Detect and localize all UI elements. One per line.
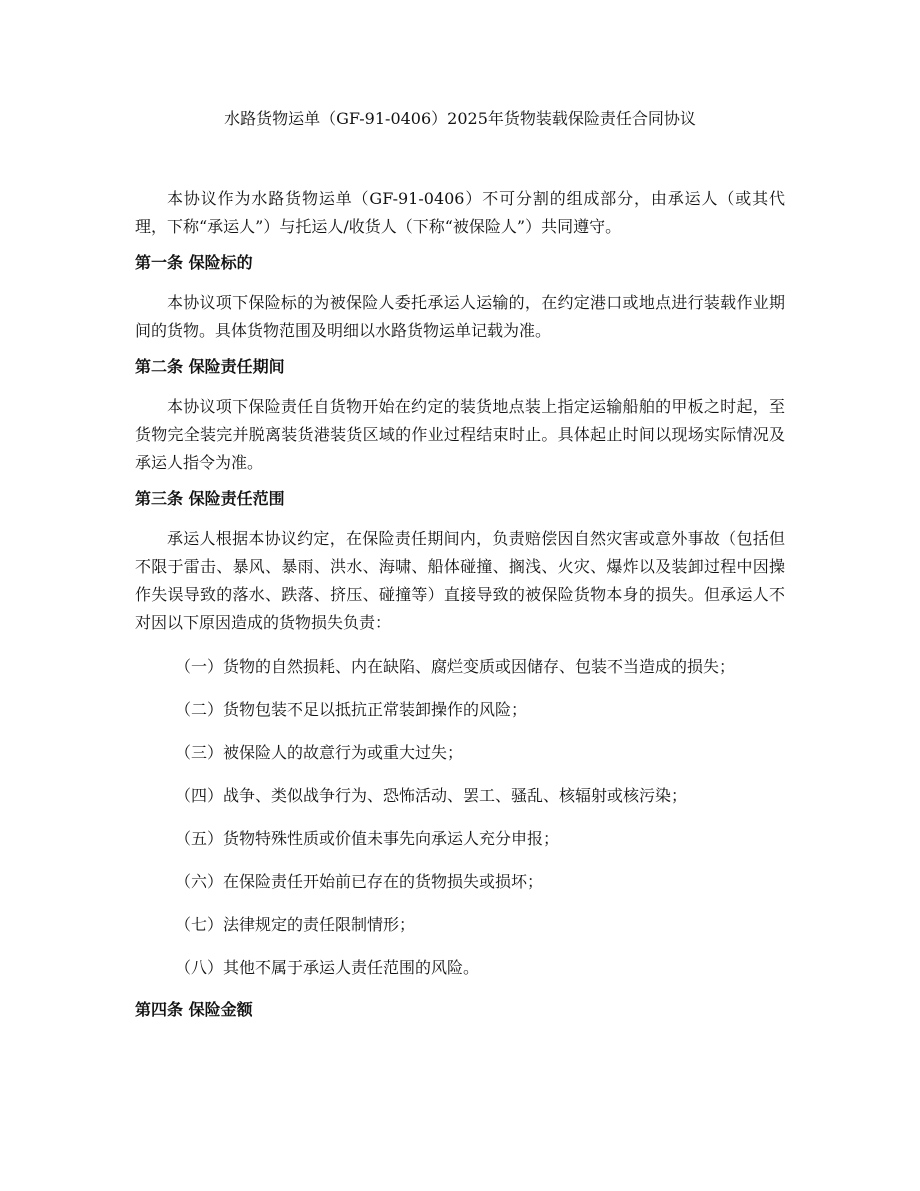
section-heading: 第三条 保险责任范围 [135,489,285,508]
section-paragraph: 本协议项下保险标的为被保险人委托承运人运输的，在约定港口或地点进行装载作业期间的货物。具体货物范围及明细以水路货物运单记载为准。 [135,293,785,340]
section-paragraph: 本协议项下保险责任自货物开始在约定的装货地点装上指定运输船舶的甲板之时起，至货物完全装完并脱离装货港装货区域的作业过程结束时止。具体起止时间以现场实际情况及承运人指令为准。 [135,397,785,472]
exclusion-item: （六）在保险责任开始前已存在的货物损失或损坏； [175,872,544,891]
section-heading: 第二条 保险责任期间 [135,357,285,376]
section-heading: 第四条 保险金额 [135,1000,253,1019]
exclusion-item: （五）货物特殊性质或价值未事先向承运人充分申报； [175,829,560,848]
exclusion-item: （三）被保险人的故意行为或重大过失； [175,743,464,762]
exclusion-item: （八）其他不属于承运人责任范围的风险。 [175,958,480,977]
section-1 [135,251,785,345]
section-4 [135,998,785,1022]
document-body [135,185,785,1022]
intro-paragraph: 本协议作为水路货物运单（GF-91-0406）不可分割的组成部分，由承运人（或其代理，下称“承运人”）与托运人/收货人（下称“被保险人”）共同遵守。 [135,189,785,236]
section-2 [135,355,785,477]
exclusion-item: （四）战争、类似战争行为、恐怖活动、罢工、骚乱、核辐射或核污染； [175,786,688,805]
exclusion-item: （七）法律规定的责任限制情形； [175,915,416,934]
exclusion-item: （二）货物包装不足以抵抗正常装卸操作的风险； [175,700,528,719]
document-title: 水路货物运单（GF-91-0406）2025年货物装载保险责任合同协议 [224,109,696,128]
section-3 [135,487,785,981]
exclusion-item: （一）货物的自然损耗、内在缺陷、腐烂变质或因储存、包装不当造成的损失； [175,657,736,676]
section-paragraph: 承运人根据本协议约定，在保险责任期间内，负责赔偿因自然灾害或意外事故（包括但不限于雷击、暴风、暴雨、洪水、海啸、船体碰撞、搁浅、火灾、爆炸以及装卸过程中因操作失误导致的落水、跌落、挤压、碰撞等）直接导致的被保险货物本身的损失。但承运人不对因以下原因造成的货物损失负责： [135,529,785,632]
exclusion-list [135,654,785,981]
section-heading: 第一条 保险标的 [135,253,253,272]
